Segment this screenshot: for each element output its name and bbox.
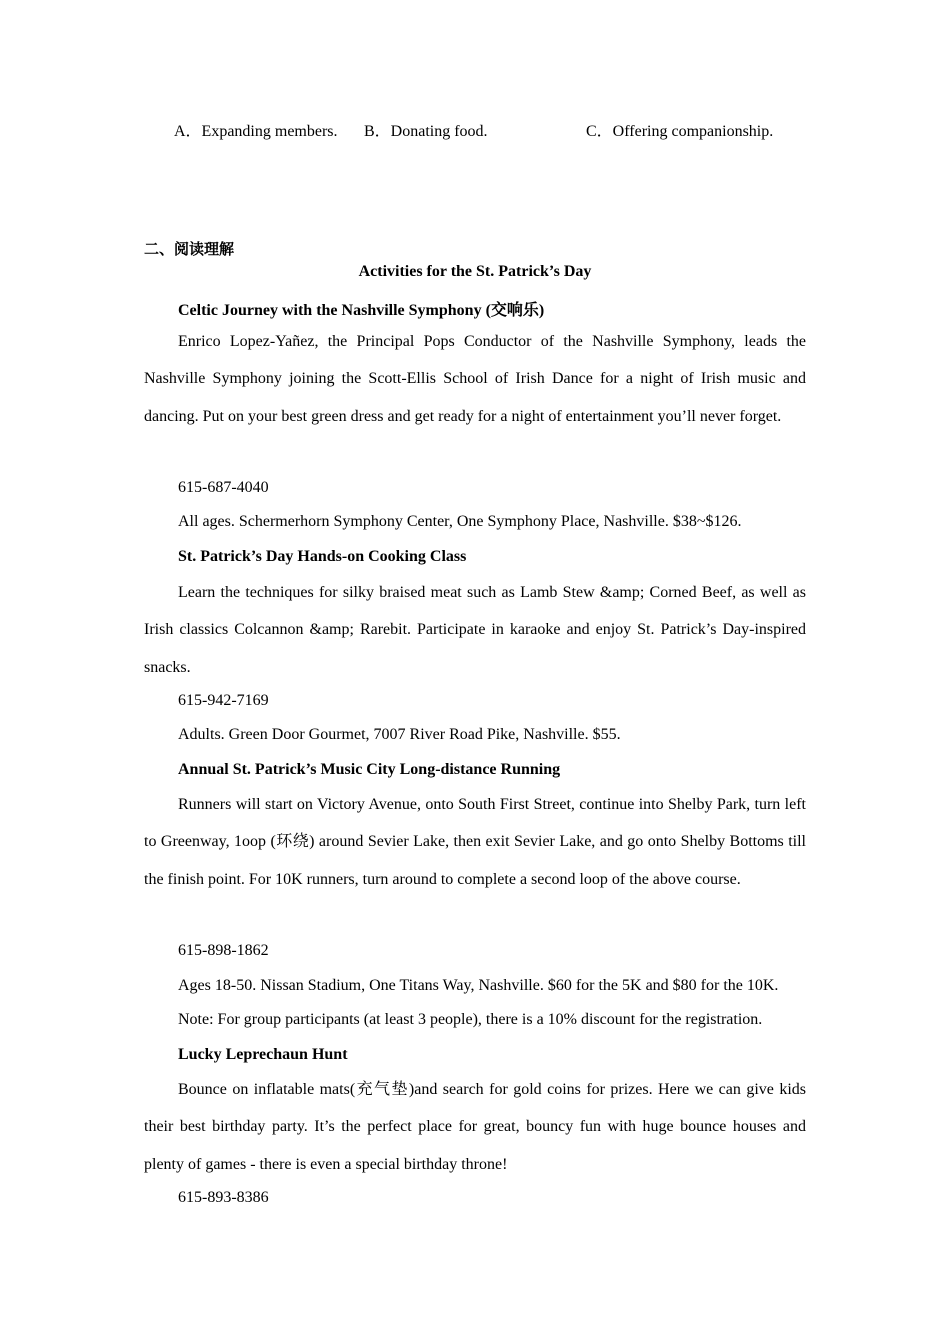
article-title: Activities for the St. Patrick’s Day (358, 263, 592, 280)
event-body-leprechaun: Bounce on inflatable mats(充气垫)and search for gold coins for prizes. Here we can give kids their best birthday party. It’s the perfect place for great, bouncy fun with huge bounce houses and plenty of games - there is even a special birthday throne! (144, 1081, 806, 1173)
event-heading-running: Annual St. Patrick’s Music City Long-distance Running (178, 761, 561, 778)
event-phone-leprechaun: 615-893-8386 (178, 1189, 269, 1206)
event-details-symphony: All ages. Schermerhorn Symphony Center, One Symphony Place, Nashville. $38~$126. (178, 513, 742, 530)
option-a: A．Expanding members. (174, 123, 338, 140)
event-body-running: Runners will start on Victory Avenue, onto South First Street, continue into Shelby Park, turn left to Greenway, 1oop (环绕) around Sevier Lake, then exit Sevier Lake, and go onto Shelby Bottoms till the finish point. For 10K runners, turn around to complete a second loop of the above course. (144, 796, 806, 888)
event-phone-running: 615-898-1862 (178, 942, 269, 959)
event-heading-cooking: St. Patrick’s Day Hands-on Cooking Class (178, 548, 467, 565)
event-phone-symphony: 615-687-4040 (178, 479, 269, 496)
option-b: B．Donating food. (364, 123, 488, 140)
event-details-running: Ages 18-50. Nissan Stadium, One Titans Way, Nashville. $60 for the 5K and $80 for the 10K. (178, 977, 779, 994)
section-heading: 二、阅读理解 (144, 240, 235, 258)
event-details-cooking: Adults. Green Door Gourmet, 7007 River Road Pike, Nashville. $55. (178, 726, 621, 743)
event-heading-symphony: Celtic Journey with the Nashville Symphony (交响乐) (178, 302, 545, 319)
option-c: C．Offering companionship. (586, 123, 774, 140)
answer-options (0, 118, 950, 140)
event-body-symphony: Enrico Lopez-Yañez, the Principal Pops Conductor of the Nashville Symphony, leads the Nashville Symphony joining the Scott-Ellis School of Irish Dance for a night of Irish music and dancing. Put on your best green dress and get ready for a night of entertainment you’ll never forget. (144, 333, 806, 425)
event-note-running: Note: For group participants (at least 3 people), there is a 10% discount for the registration. (178, 1011, 763, 1028)
event-body-cooking: Learn the techniques for silky braised meat such as Lamb Stew &amp; Corned Beef, as well as Irish classics Colcannon &amp; Rarebit. Participate in karaoke and enjoy St. Patrick’s Day-inspired snacks. (144, 584, 806, 676)
event-heading-leprechaun: Lucky Leprechaun Hunt (178, 1046, 348, 1063)
event-phone-cooking: 615-942-7169 (178, 692, 269, 709)
